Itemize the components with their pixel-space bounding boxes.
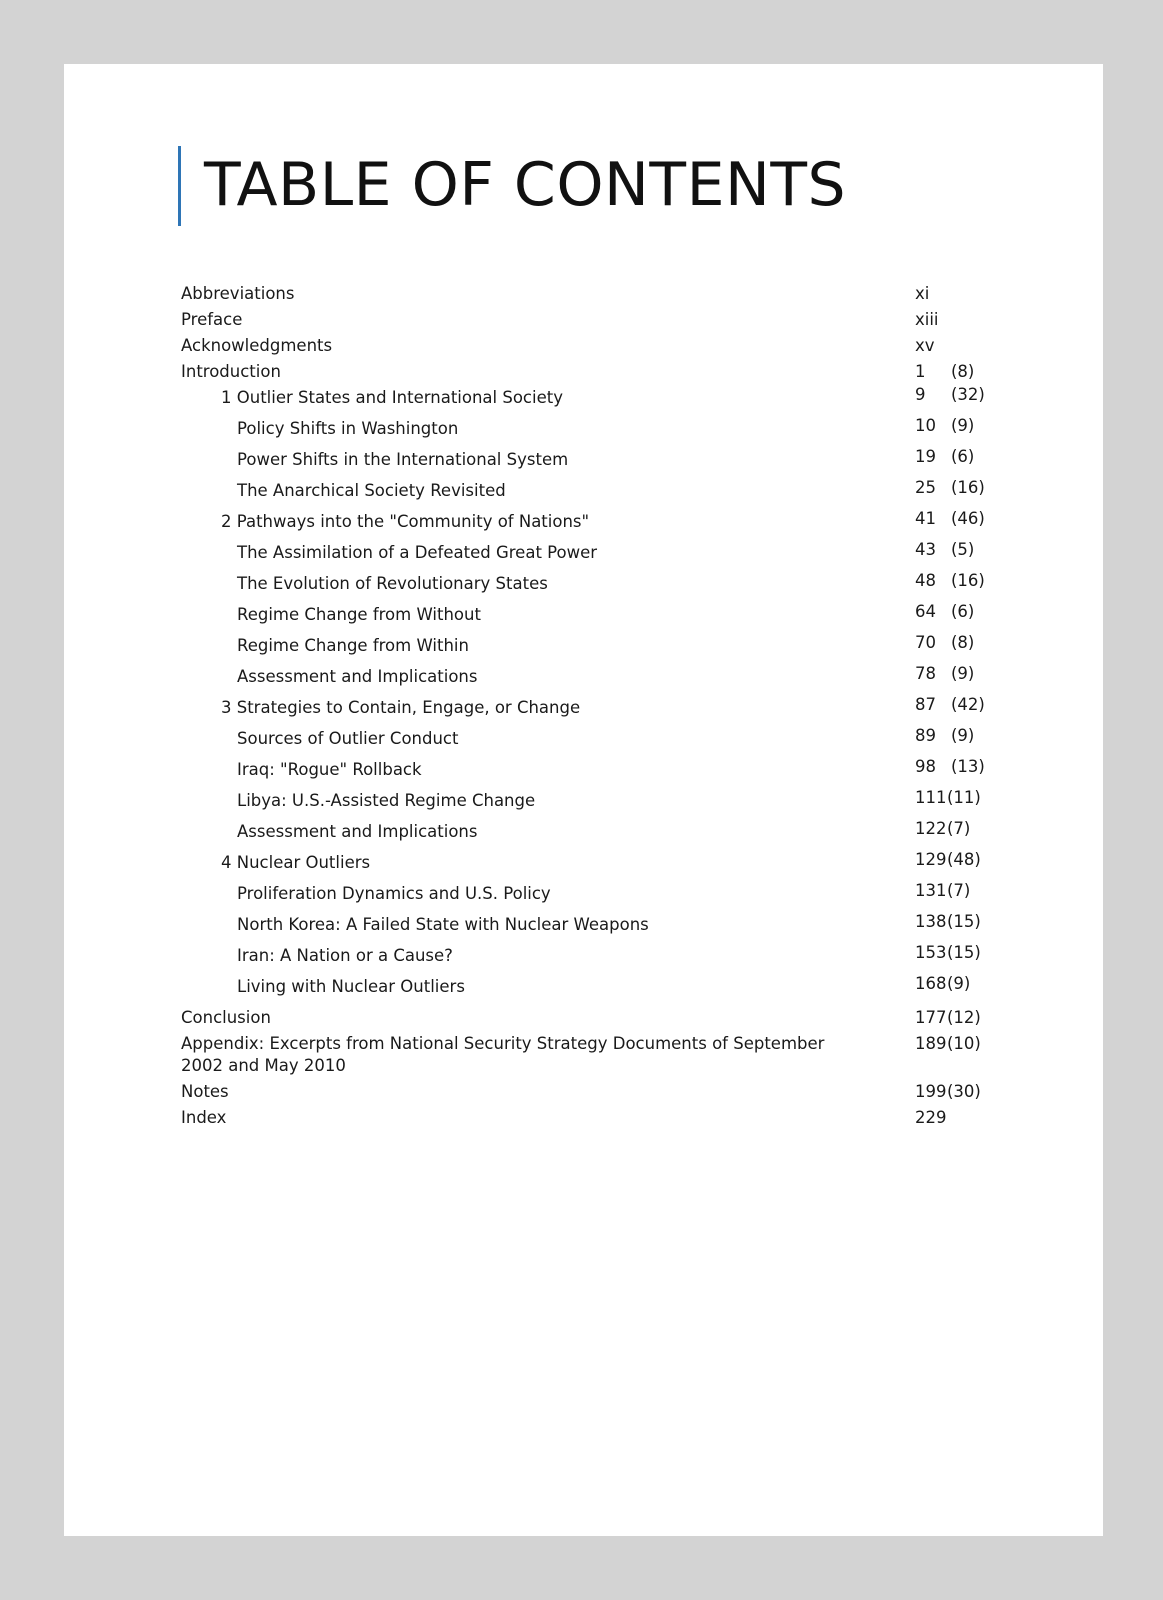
toc-entry-page-count: (46) (951, 509, 985, 528)
toc-entry-title: 4 Nuclear Outliers (221, 853, 371, 872)
toc-entry-page-count: (13) (951, 757, 985, 776)
toc-entry-page: 48 (915, 571, 936, 590)
toc-entry (181, 1107, 981, 1133)
toc-entry-page-count: (12) (947, 1008, 981, 1027)
toc-entry-page: 177 (915, 1008, 947, 1027)
toc-entry (181, 695, 985, 728)
toc-entry-title: Index (181, 1108, 227, 1127)
toc-entry-page-count: (48) (947, 850, 981, 869)
toc-entry-page: xiii (915, 310, 939, 329)
toc-entry (181, 666, 981, 697)
toc-entry-page-count: (8) (951, 633, 975, 652)
toc-entry-title: Assessment and Implications (237, 822, 478, 841)
toc-entry-title: Sources of Outlier Conduct (237, 729, 459, 748)
toc-entry-page: 168 (915, 974, 947, 993)
toc-entry-page: 78 (915, 664, 936, 683)
toc-entry (181, 418, 981, 449)
toc-entry-page: xi (915, 284, 930, 303)
toc-entry (181, 604, 981, 635)
toc-entry-title: Policy Shifts in Washington (237, 419, 459, 438)
title-accent-bar (178, 146, 181, 226)
toc-entry-page-count: (9) (951, 726, 975, 745)
toc-entry (181, 914, 981, 945)
toc-entry-page-count: (9) (947, 974, 971, 993)
toc-entry (181, 790, 981, 821)
toc-entry-page: 10 (915, 416, 936, 435)
toc-entry-title: The Evolution of Revolutionary States (237, 574, 548, 593)
toc-entry-page: 41 (915, 509, 936, 528)
toc-entry (181, 478, 985, 511)
toc-entry (181, 757, 985, 790)
toc-entry-page: 25 (915, 478, 936, 497)
toc-entry-title: Acknowledgments (181, 336, 333, 355)
toc-entry-page: 19 (915, 447, 936, 466)
toc-entry-title: Notes (181, 1082, 229, 1101)
toc-entry-page: 189 (915, 1034, 947, 1053)
toc-entry-page-count: (9) (951, 416, 975, 435)
toc-entry-title: Proliferation Dynamics and U.S. Policy (237, 884, 551, 903)
toc-entry-page: 43 (915, 540, 936, 559)
toc-entry (181, 852, 981, 883)
toc-list (181, 283, 985, 1133)
toc-entry-page-count: (16) (951, 571, 985, 590)
toc-entry-page: xv (915, 336, 935, 355)
toc-entry-title: Iran: A Nation or a Cause? (237, 946, 453, 965)
toc-entry-page: 199 (915, 1082, 947, 1101)
toc-entry-title: Appendix: Excerpts from National Security Strategy Documents of September 2002 and May 2010 (181, 1034, 825, 1075)
toc-entry-page: 153 (915, 943, 947, 962)
toc-entry (181, 283, 981, 309)
toc-entry-page: 131 (915, 881, 947, 900)
toc-entry-page-count: (15) (947, 912, 981, 931)
toc-entry-title: Abbreviations (181, 284, 295, 303)
toc-entry-page-count: (9) (951, 664, 975, 683)
toc-entry-page: 9 (915, 385, 926, 404)
toc-entry-title: The Assimilation of a Defeated Great Power (237, 543, 598, 562)
toc-entry-page: 98 (915, 757, 936, 776)
toc-entry-page-count: (5) (951, 540, 975, 559)
page-title: TABLE OF CONTENTS (204, 150, 847, 220)
toc-entry-page: 70 (915, 633, 936, 652)
toc-entry (181, 728, 981, 759)
toc-entry-title: The Anarchical Society Revisited (237, 481, 506, 500)
toc-entry (181, 385, 985, 418)
toc-entry-page-count: (30) (947, 1082, 981, 1101)
toc-entry-title: 2 Pathways into the "Community of Nations" (221, 512, 590, 531)
toc-entry-page-count: (6) (951, 447, 975, 466)
toc-entry-title: 3 Strategies to Contain, Engage, or Change (221, 698, 581, 717)
toc-entry-page-count: (6) (951, 602, 975, 621)
toc-entry-page-count: (8) (951, 362, 975, 381)
toc-entry (181, 1007, 981, 1033)
toc-entry (181, 1033, 981, 1081)
toc-entry-page-count: (16) (951, 478, 985, 497)
toc-entry-page: 64 (915, 602, 936, 621)
toc-entry-title: Power Shifts in the International System (237, 450, 569, 469)
toc-entry (181, 945, 981, 976)
toc-entry (181, 1081, 981, 1107)
toc-entry-page: 122 (915, 819, 947, 838)
toc-entry-title: North Korea: A Failed State with Nuclear Weapons (237, 915, 649, 934)
toc-entry-page: 129 (915, 850, 947, 869)
toc-entry-title: Iraq: "Rogue" Rollback (237, 760, 422, 779)
toc-entry-page: 87 (915, 695, 936, 714)
toc-entry (181, 542, 981, 573)
toc-entry (181, 635, 981, 666)
toc-entry (181, 976, 981, 1007)
toc-entry-page-count: (7) (947, 881, 971, 900)
toc-entry (181, 335, 981, 361)
toc-entry-page: 1 (915, 362, 926, 381)
toc-entry (181, 361, 981, 387)
toc-entry-title: Preface (181, 310, 243, 329)
toc-entry (181, 509, 985, 542)
toc-entry-title: Conclusion (181, 1008, 271, 1027)
toc-entry-title: Regime Change from Within (237, 636, 469, 655)
toc-entry-page-count: (10) (947, 1034, 981, 1053)
toc-entry-title: Regime Change from Without (237, 605, 481, 624)
toc-entry-page: 89 (915, 726, 936, 745)
toc-entry (181, 449, 981, 480)
toc-entry-title: Living with Nuclear Outliers (237, 977, 465, 996)
toc-entry-page-count: (32) (951, 385, 985, 404)
toc-entry-title: 1 Outlier States and International Society (221, 388, 563, 407)
toc-entry (181, 571, 985, 604)
toc-entry (181, 883, 981, 914)
toc-entry-page: 138 (915, 912, 947, 931)
toc-entry-page: 229 (915, 1108, 947, 1127)
toc-entry-page-count: (7) (947, 819, 971, 838)
document-page (64, 64, 1103, 1536)
toc-entry-page-count: (42) (951, 695, 985, 714)
toc-entry-title: Libya: U.S.-Assisted Regime Change (237, 791, 536, 810)
toc-entry (181, 309, 981, 335)
toc-entry-page-count: (15) (947, 943, 981, 962)
toc-entry-title: Assessment and Implications (237, 667, 478, 686)
toc-entry-page-count: (11) (947, 788, 981, 807)
toc-entry-page: 111 (915, 788, 947, 807)
toc-entry (181, 821, 981, 852)
toc-entry-title: Introduction (181, 362, 281, 381)
